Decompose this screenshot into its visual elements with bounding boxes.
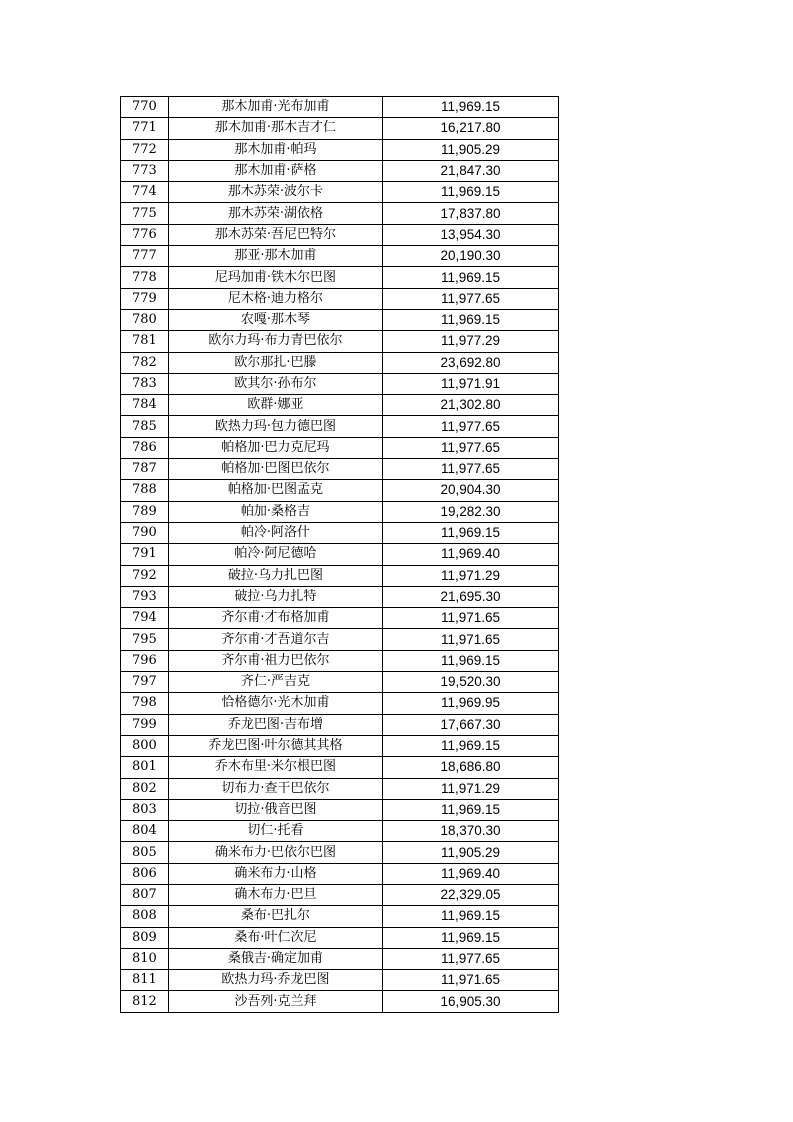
amount-cell: 11,969.15	[383, 799, 559, 820]
row-number-cell: 790	[121, 522, 169, 543]
name-cell: 欧尔力玛·布力青巴依尔	[169, 331, 383, 352]
amount-cell: 11,969.15	[383, 927, 559, 948]
name-cell: 桑布·叶仁次尼	[169, 927, 383, 948]
table-row	[121, 437, 559, 458]
table-row	[121, 395, 559, 416]
table-row	[121, 927, 559, 948]
amount-cell: 21,847.30	[383, 160, 559, 181]
name-cell: 欧其尔·孙布尔	[169, 373, 383, 394]
amount-cell: 18,686.80	[383, 757, 559, 778]
table-row	[121, 757, 559, 778]
table-row	[121, 139, 559, 160]
name-cell: 切布力·查干巴依尔	[169, 778, 383, 799]
name-cell: 那亚·那木加甫	[169, 246, 383, 267]
name-cell: 桑布·巴扎尔	[169, 906, 383, 927]
name-cell: 那木苏荣·湖依格	[169, 203, 383, 224]
row-number-cell: 806	[121, 863, 169, 884]
table-row	[121, 97, 559, 118]
amount-cell: 11,977.65	[383, 948, 559, 969]
table-row	[121, 309, 559, 330]
row-number-cell: 774	[121, 182, 169, 203]
row-number-cell: 772	[121, 139, 169, 160]
amount-cell: 17,667.30	[383, 714, 559, 735]
row-number-cell: 771	[121, 118, 169, 139]
table-row	[121, 522, 559, 543]
row-number-cell: 776	[121, 224, 169, 245]
row-number-cell: 782	[121, 352, 169, 373]
name-cell: 帕加·桑格吉	[169, 501, 383, 522]
name-cell: 农嘎·那木琴	[169, 309, 383, 330]
table-row	[121, 735, 559, 756]
table-row	[121, 629, 559, 650]
table-row	[121, 224, 559, 245]
row-number-cell: 808	[121, 906, 169, 927]
table-row	[121, 821, 559, 842]
row-number-cell: 778	[121, 267, 169, 288]
amount-cell: 22,329.05	[383, 884, 559, 905]
row-number-cell: 800	[121, 735, 169, 756]
amount-cell: 11,969.15	[383, 182, 559, 203]
row-number-cell: 801	[121, 757, 169, 778]
row-number-cell: 791	[121, 544, 169, 565]
name-cell: 帕格加·巴图巴依尔	[169, 459, 383, 480]
table-row	[121, 991, 559, 1012]
name-cell: 帕格加·巴图孟克	[169, 480, 383, 501]
table-row	[121, 118, 559, 139]
table-row	[121, 544, 559, 565]
row-number-cell: 789	[121, 501, 169, 522]
name-cell: 那木苏荣·波尔卡	[169, 182, 383, 203]
name-cell: 那木加甫·萨格	[169, 160, 383, 181]
name-cell: 破拉·乌力扎巴图	[169, 565, 383, 586]
table-row	[121, 778, 559, 799]
table-row	[121, 863, 559, 884]
name-cell: 齐尔甫·祖力巴依尔	[169, 650, 383, 671]
row-number-cell: 792	[121, 565, 169, 586]
amount-cell: 11,969.40	[383, 544, 559, 565]
table-row	[121, 267, 559, 288]
row-number-cell: 810	[121, 948, 169, 969]
table-row	[121, 906, 559, 927]
table-row	[121, 501, 559, 522]
amount-cell: 11,969.15	[383, 522, 559, 543]
row-number-cell: 783	[121, 373, 169, 394]
amount-cell: 11,971.65	[383, 629, 559, 650]
name-cell: 尼玛加甫·铁木尔巴图	[169, 267, 383, 288]
row-number-cell: 777	[121, 246, 169, 267]
table-row	[121, 650, 559, 671]
table-row	[121, 799, 559, 820]
name-cell: 那木苏荣·吾尼巴特尔	[169, 224, 383, 245]
table-row	[121, 352, 559, 373]
amount-cell: 11,969.95	[383, 693, 559, 714]
name-cell: 那木加甫·那木吉才仁	[169, 118, 383, 139]
name-cell: 乔龙巴图·叶尔德其其格	[169, 735, 383, 756]
row-number-cell: 794	[121, 608, 169, 629]
amount-cell: 17,837.80	[383, 203, 559, 224]
amount-cell: 11,969.15	[383, 309, 559, 330]
amount-cell: 21,302.80	[383, 395, 559, 416]
name-cell: 确米布力·山格	[169, 863, 383, 884]
table-row	[121, 693, 559, 714]
row-number-cell: 780	[121, 309, 169, 330]
row-number-cell: 797	[121, 672, 169, 693]
amount-cell: 13,954.30	[383, 224, 559, 245]
name-cell: 那木加甫·光布加甫	[169, 97, 383, 118]
name-cell: 齐尔甫·才布格加甫	[169, 608, 383, 629]
table-row	[121, 182, 559, 203]
row-number-cell: 812	[121, 991, 169, 1012]
row-number-cell: 779	[121, 288, 169, 309]
table-row	[121, 331, 559, 352]
row-number-cell: 787	[121, 459, 169, 480]
table-row	[121, 586, 559, 607]
table-row	[121, 203, 559, 224]
row-number-cell: 798	[121, 693, 169, 714]
name-cell: 切拉·俄音巴图	[169, 799, 383, 820]
amount-cell: 11,971.29	[383, 778, 559, 799]
name-cell: 那木加甫·帕玛	[169, 139, 383, 160]
row-number-cell: 809	[121, 927, 169, 948]
name-cell: 欧热力玛·包力德巴图	[169, 416, 383, 437]
table-row	[121, 842, 559, 863]
amount-cell: 16,217.80	[383, 118, 559, 139]
row-number-cell: 775	[121, 203, 169, 224]
payment-table	[120, 96, 559, 1013]
amount-cell: 21,695.30	[383, 586, 559, 607]
name-cell: 齐仁·严吉克	[169, 672, 383, 693]
amount-cell: 11,905.29	[383, 139, 559, 160]
name-cell: 尼木格·迪力格尔	[169, 288, 383, 309]
name-cell: 切仁·托看	[169, 821, 383, 842]
amount-cell: 11,977.29	[383, 331, 559, 352]
table-row	[121, 480, 559, 501]
name-cell: 欧尔那扎·巴滕	[169, 352, 383, 373]
table-row	[121, 246, 559, 267]
name-cell: 欧热力玛·乔龙巴图	[169, 970, 383, 991]
row-number-cell: 773	[121, 160, 169, 181]
row-number-cell: 811	[121, 970, 169, 991]
table-row	[121, 160, 559, 181]
row-number-cell: 793	[121, 586, 169, 607]
amount-cell: 11,977.65	[383, 416, 559, 437]
amount-cell: 11,971.65	[383, 970, 559, 991]
amount-cell: 11,969.15	[383, 735, 559, 756]
amount-cell: 11,977.65	[383, 288, 559, 309]
name-cell: 乔木布里·米尔根巴图	[169, 757, 383, 778]
name-cell: 齐尔甫·才吾道尔吉	[169, 629, 383, 650]
amount-cell: 20,904.30	[383, 480, 559, 501]
table-row	[121, 373, 559, 394]
amount-cell: 11,969.40	[383, 863, 559, 884]
row-number-cell: 807	[121, 884, 169, 905]
name-cell: 破拉·乌力扎特	[169, 586, 383, 607]
row-number-cell: 781	[121, 331, 169, 352]
amount-cell: 16,905.30	[383, 991, 559, 1012]
row-number-cell: 803	[121, 799, 169, 820]
row-number-cell: 770	[121, 97, 169, 118]
name-cell: 确木布力·巴旦	[169, 884, 383, 905]
row-number-cell: 802	[121, 778, 169, 799]
amount-cell: 11,905.29	[383, 842, 559, 863]
name-cell: 沙吾列·克兰拜	[169, 991, 383, 1012]
amount-cell: 11,977.65	[383, 437, 559, 458]
row-number-cell: 804	[121, 821, 169, 842]
row-number-cell: 805	[121, 842, 169, 863]
amount-cell: 18,370.30	[383, 821, 559, 842]
amount-cell: 11,969.15	[383, 97, 559, 118]
row-number-cell: 796	[121, 650, 169, 671]
name-cell: 欧群·娜亚	[169, 395, 383, 416]
table-row	[121, 672, 559, 693]
table-row	[121, 608, 559, 629]
table-row	[121, 884, 559, 905]
row-number-cell: 785	[121, 416, 169, 437]
name-cell: 恰格德尔·光木加甫	[169, 693, 383, 714]
amount-cell: 11,969.15	[383, 267, 559, 288]
table-row	[121, 565, 559, 586]
amount-cell: 11,969.15	[383, 906, 559, 927]
amount-cell: 19,520.30	[383, 672, 559, 693]
table-row	[121, 288, 559, 309]
row-number-cell: 799	[121, 714, 169, 735]
amount-cell: 11,971.29	[383, 565, 559, 586]
amount-cell: 19,282.30	[383, 501, 559, 522]
table-row	[121, 416, 559, 437]
amount-cell: 11,971.91	[383, 373, 559, 394]
amount-cell: 11,971.65	[383, 608, 559, 629]
name-cell: 乔龙巴图·吉布增	[169, 714, 383, 735]
row-number-cell: 786	[121, 437, 169, 458]
row-number-cell: 788	[121, 480, 169, 501]
row-number-cell: 784	[121, 395, 169, 416]
name-cell: 确米布力·巴依尔巴图	[169, 842, 383, 863]
amount-cell: 23,692.80	[383, 352, 559, 373]
table-body	[121, 97, 559, 1013]
name-cell: 帕格加·巴力克尼玛	[169, 437, 383, 458]
table-row	[121, 714, 559, 735]
name-cell: 帕冷·阿洛什	[169, 522, 383, 543]
name-cell: 桑俄吉·确定加甫	[169, 948, 383, 969]
table-row	[121, 970, 559, 991]
amount-cell: 20,190.30	[383, 246, 559, 267]
row-number-cell: 795	[121, 629, 169, 650]
table-row	[121, 948, 559, 969]
name-cell: 帕冷·阿尼德哈	[169, 544, 383, 565]
amount-cell: 11,977.65	[383, 459, 559, 480]
table-row	[121, 459, 559, 480]
amount-cell: 11,969.15	[383, 650, 559, 671]
